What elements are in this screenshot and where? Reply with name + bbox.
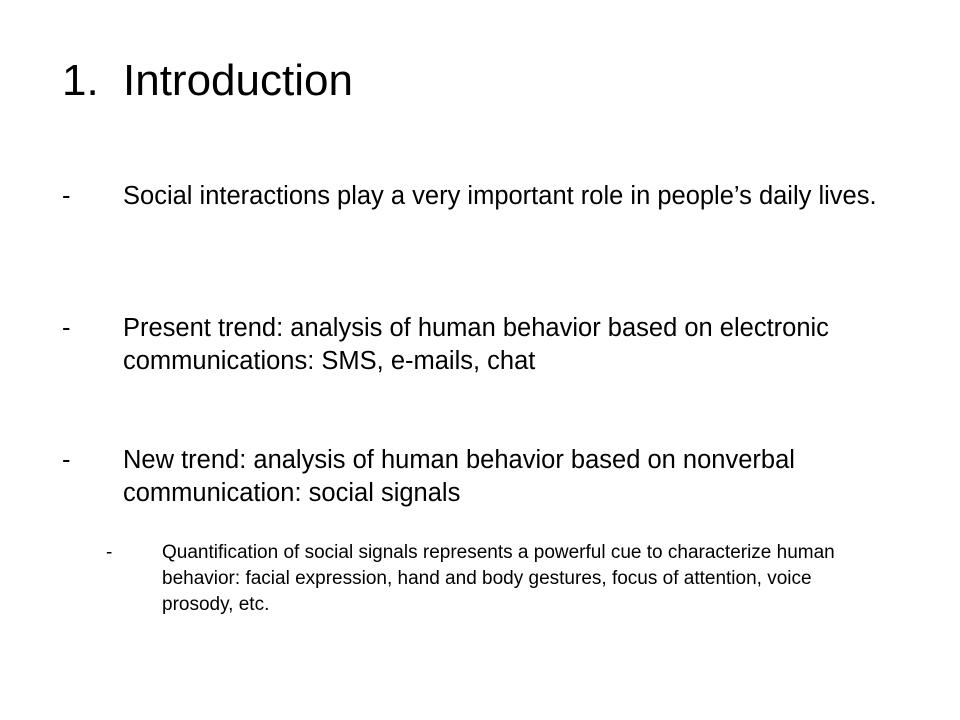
bullet-text: Social interactions play a very important role in people’s daily lives.	[123, 182, 877, 210]
slide-title	[62, 56, 353, 106]
sub-bullet-marker: -	[106, 542, 113, 563]
title-number: 1.	[62, 56, 99, 105]
bullet-marker: -	[62, 314, 71, 342]
bullet-marker: -	[62, 182, 71, 210]
sub-bullet-text: Quantification of social signals represents a powerful cue to characterize human behavior: facial expression, hand and body gestures, focus of attention, voice prosody, etc.	[162, 542, 835, 615]
bullet-marker: -	[62, 446, 71, 474]
bullet-text: New trend: analysis of human behavior based on nonverbal communication: social signals	[123, 446, 795, 507]
title-text: Introduction	[123, 56, 353, 105]
bullet-text: Present trend: analysis of human behavior based on electronic communications: SMS, e-mails, chat	[123, 314, 829, 375]
